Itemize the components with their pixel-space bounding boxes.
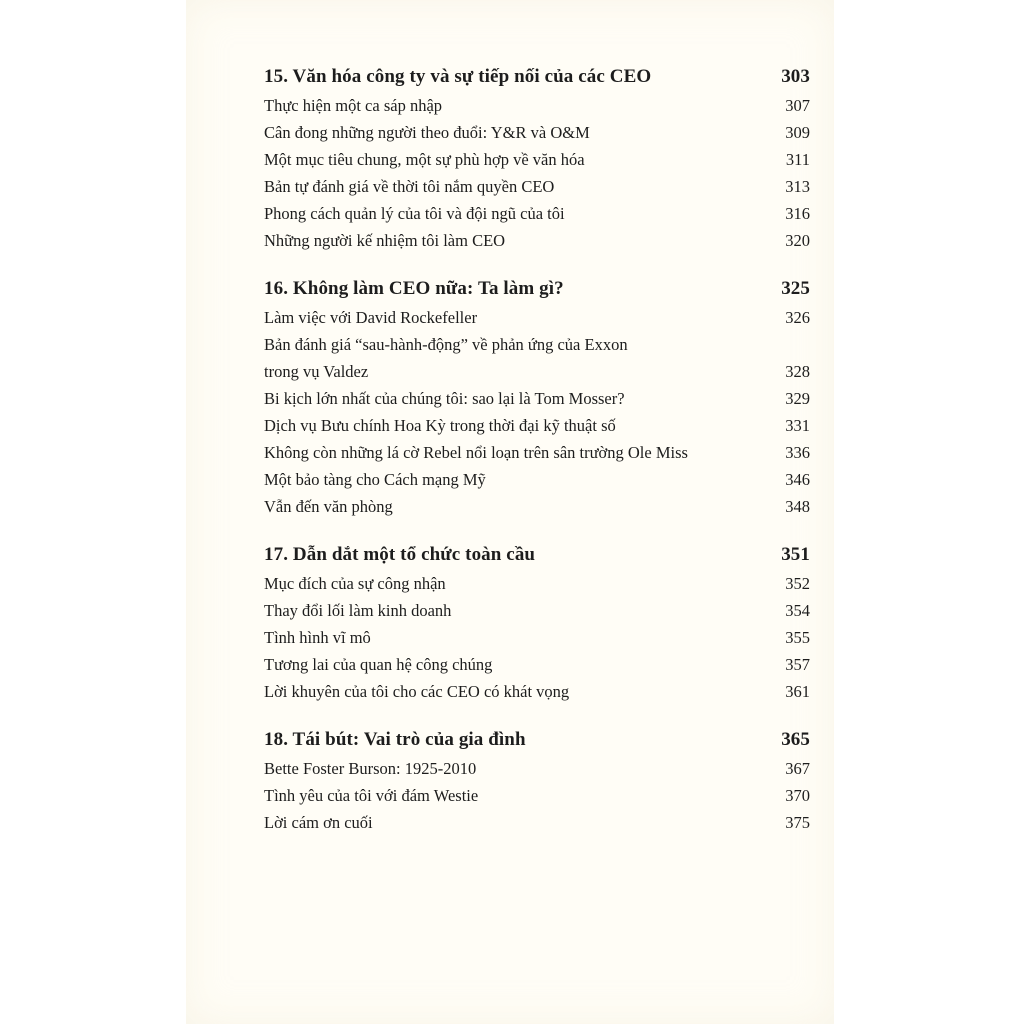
table-of-contents xyxy=(264,62,810,856)
toc-entry xyxy=(264,119,810,146)
chapter-page-number: 365 xyxy=(781,729,810,750)
entry-label: Mục đích của sự công nhận xyxy=(264,574,446,593)
entry-label: Bi kịch lớn nhất của chúng tôi: sao lại là Tom Mosser? xyxy=(264,389,625,408)
entry-label: Bette Foster Burson: 1925-2010 xyxy=(264,759,477,778)
chapter-page-number: 303 xyxy=(781,66,810,87)
chapter-18 xyxy=(264,725,810,836)
chapter-title: 17. Dẫn dắt một tổ chức toàn cầu xyxy=(264,544,536,565)
entry-label: Dịch vụ Bưu chính Hoa Kỳ trong thời đại kỹ thuật số xyxy=(264,416,616,435)
chapter-title: 18. Tái bút: Vai trò của gia đình xyxy=(264,729,526,750)
entry-page-number: 352 xyxy=(785,574,810,593)
entry-label: Bản đánh giá “sau-hành-động” về phản ứng của Exxon trong vụ Valdez xyxy=(264,335,628,381)
entry-page-number: 307 xyxy=(785,96,810,115)
entry-page-number: 348 xyxy=(785,497,810,516)
toc-entry xyxy=(264,439,810,466)
chapter-15 xyxy=(264,62,810,254)
toc-entry xyxy=(264,570,810,597)
toc-entry xyxy=(264,678,810,705)
toc-entry xyxy=(264,200,810,227)
toc-entry xyxy=(264,331,810,385)
entry-page-number: 367 xyxy=(785,759,810,778)
toc-entry xyxy=(264,385,810,412)
entry-label: Một bảo tàng cho Cách mạng Mỹ xyxy=(264,470,486,489)
entry-page-number: 311 xyxy=(785,150,810,169)
entry-label: Tình yêu của tôi với đám Westie xyxy=(264,786,479,805)
toc-entry xyxy=(264,651,810,678)
entry-page-number: 355 xyxy=(785,628,810,647)
entry-label: Vẫn đến văn phòng xyxy=(264,497,393,516)
entry-page-number: 331 xyxy=(785,416,810,435)
entry-page-number: 320 xyxy=(785,231,810,250)
entry-label: Những người kế nhiệm tôi làm CEO xyxy=(264,231,506,250)
toc-entry xyxy=(264,173,810,200)
entry-label: Làm việc với David Rockefeller xyxy=(264,308,478,327)
toc-entry xyxy=(264,146,810,173)
chapter-heading xyxy=(264,725,810,755)
chapter-16 xyxy=(264,274,810,520)
entry-label: Thực hiện một ca sáp nhập xyxy=(264,96,443,115)
entry-label: Cân đong những người theo đuổi: Y&R và O&M xyxy=(264,123,590,142)
entry-page-number: 370 xyxy=(785,786,810,805)
toc-entry xyxy=(264,624,810,651)
entry-page-number: 313 xyxy=(785,177,810,196)
entry-page-number: 354 xyxy=(785,601,810,620)
toc-entry xyxy=(264,493,810,520)
entry-label: Thay đổi lối làm kinh doanh xyxy=(264,601,452,620)
entry-label: Phong cách quản lý của tôi và đội ngũ của tôi xyxy=(264,204,565,223)
entry-label: Tương lai của quan hệ công chúng xyxy=(264,655,493,674)
entry-label: Bản tự đánh giá về thời tôi nắm quyền CEO xyxy=(264,177,555,196)
entry-page-number: 346 xyxy=(785,470,810,489)
chapter-title: 16. Không làm CEO nữa: Ta làm gì? xyxy=(264,278,564,299)
toc-entry xyxy=(264,412,810,439)
toc-entry xyxy=(264,782,810,809)
toc-entry xyxy=(264,809,810,836)
toc-entry xyxy=(264,755,810,782)
chapter-heading xyxy=(264,540,810,570)
entry-label: Không còn những lá cờ Rebel nổi loạn trên sân trường Ole Miss xyxy=(264,443,688,462)
entry-page-number: 329 xyxy=(785,389,810,408)
chapter-page-number: 325 xyxy=(781,278,810,299)
entry-page-number: 336 xyxy=(785,443,810,462)
toc-entry xyxy=(264,304,810,331)
toc-entry xyxy=(264,597,810,624)
toc-entry xyxy=(264,466,810,493)
entry-page-number: 375 xyxy=(785,813,810,832)
toc-entry xyxy=(264,92,810,119)
entry-page-number: 357 xyxy=(785,655,810,674)
entry-page-number: 361 xyxy=(785,682,810,701)
chapter-17 xyxy=(264,540,810,705)
entry-page-number: 326 xyxy=(785,308,810,327)
entry-label: Tình hình vĩ mô xyxy=(264,628,371,647)
entry-label: Lời cám ơn cuối xyxy=(264,813,373,832)
entry-label: Lời khuyên của tôi cho các CEO có khát vọng xyxy=(264,682,570,701)
chapter-page-number: 351 xyxy=(781,544,810,565)
entry-page-number: 316 xyxy=(785,204,810,223)
toc-entry xyxy=(264,227,810,254)
chapter-heading xyxy=(264,274,810,304)
chapter-title: 15. Văn hóa công ty và sự tiếp nối của các CEO xyxy=(264,66,652,87)
entry-label: Một mục tiêu chung, một sự phù hợp về văn hóa xyxy=(264,150,585,169)
entry-page-number: 309 xyxy=(785,123,810,142)
entry-page-number: 328 xyxy=(785,362,810,381)
chapter-heading xyxy=(264,62,810,92)
